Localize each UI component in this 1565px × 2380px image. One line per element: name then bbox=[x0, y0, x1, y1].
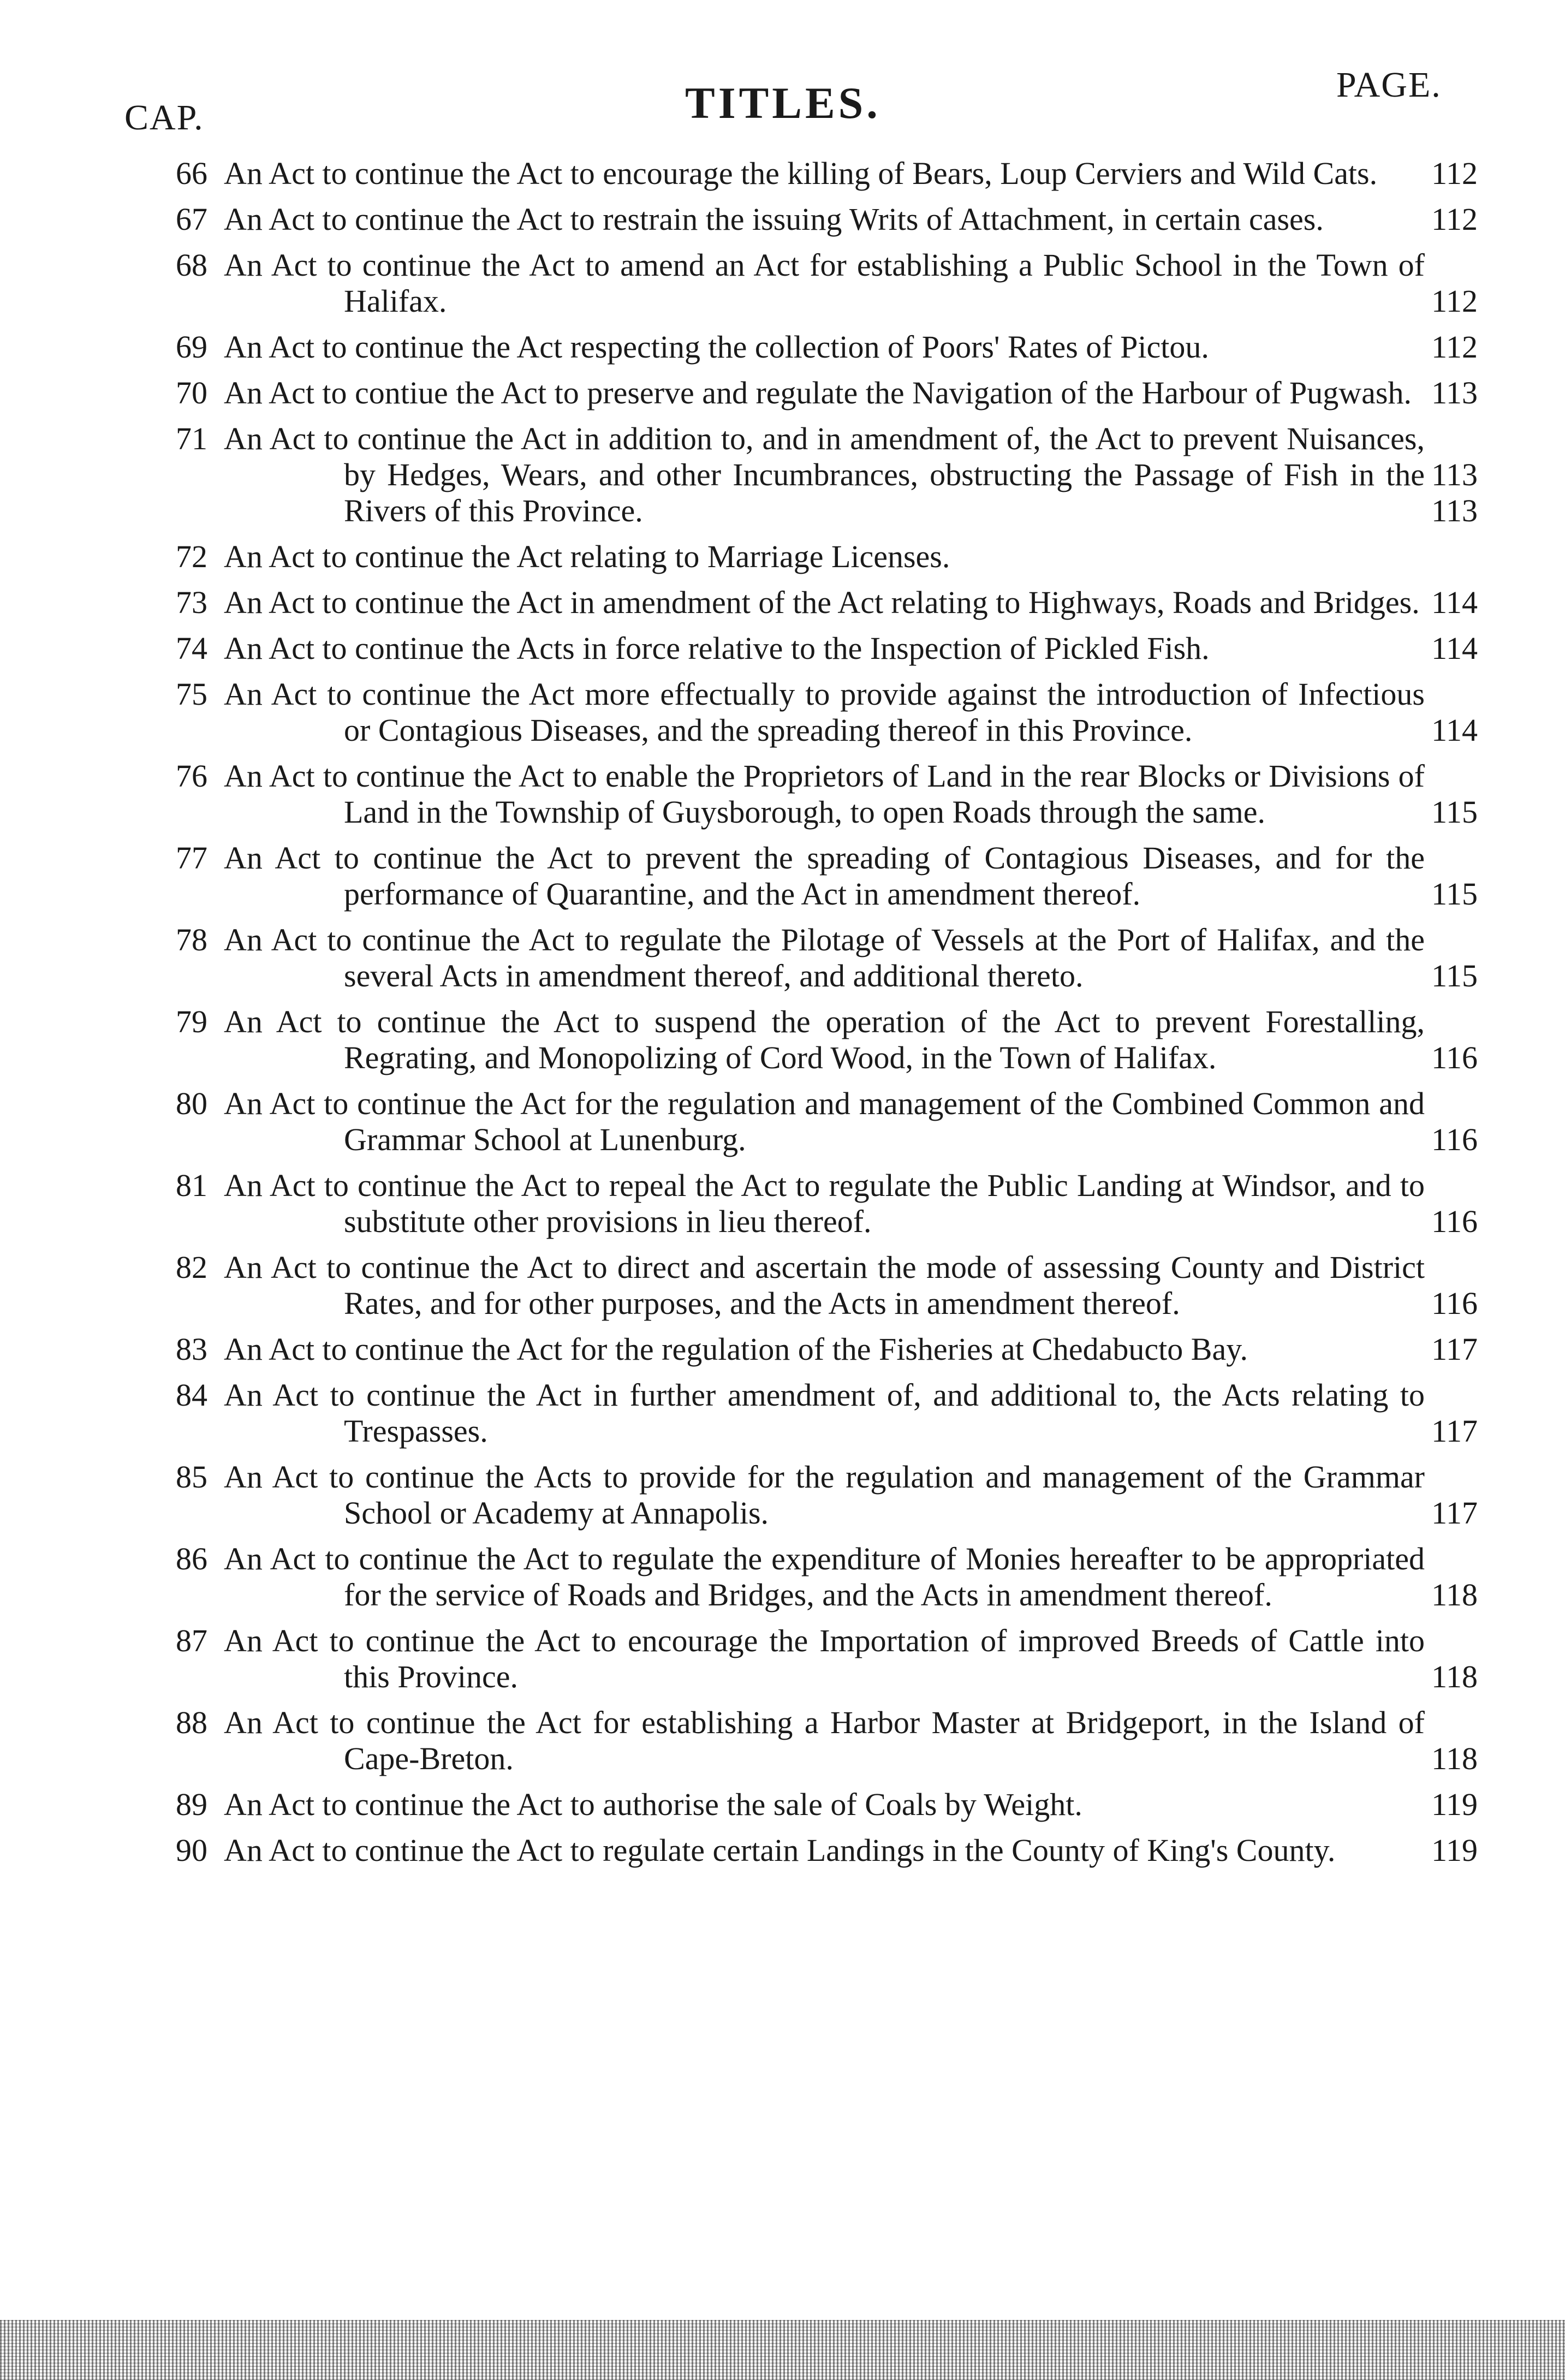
act-title: An Act to continue the Act to restrain the issuing Writs of Attachment, in certain cases. bbox=[224, 201, 1324, 237]
contents-entry bbox=[0, 840, 1565, 912]
page-number: 112 bbox=[1431, 283, 1478, 319]
act-title: An Act to continue the Act to amend an Act for establishing a Public School in the Town of Halifax. bbox=[224, 247, 1425, 319]
page-number: 113 bbox=[1431, 493, 1478, 528]
contents-entry bbox=[0, 676, 1565, 748]
page-number: 114 bbox=[1431, 712, 1478, 748]
page-number: 116 bbox=[1431, 1040, 1478, 1075]
contents-entry bbox=[0, 201, 1565, 237]
act-title: An Act to continue the Act to prevent the spreading of Contagious Diseases, and for the performance of Quarantine, and the Act in amendment thereof. bbox=[224, 840, 1425, 912]
act-title: An Act to continue the Act for establishing a Harbor Master at Bridgeport, in the Island of Cape-Breton. bbox=[224, 1705, 1425, 1776]
page-number: 112 bbox=[1431, 201, 1478, 237]
page-number: 119 bbox=[1431, 1787, 1478, 1822]
act-title: An Act to continue the Act in amendment of the Act relating to Highways, Roads and Bridges. bbox=[224, 585, 1420, 620]
act-title: An Act to continue the Act to direct and ascertain the mode of assessing County and District Rates, and for other purposes, and the Acts in amendment thereof. bbox=[224, 1249, 1425, 1321]
contents-entry bbox=[0, 585, 1565, 621]
chapter-number: 67 bbox=[176, 201, 207, 237]
contents-entry bbox=[0, 1541, 1565, 1613]
act-title: An Act to continue the Act to suspend the operation of the Act to prevent Forestalling, Regrating, and Monopolizing of Cord Wood, in the Town of Halifax. bbox=[224, 1004, 1425, 1075]
chapter-number: 80 bbox=[176, 1086, 207, 1121]
chapter-number: 87 bbox=[176, 1623, 207, 1658]
page-number: 115 bbox=[1431, 794, 1478, 830]
contents-entry bbox=[0, 1004, 1565, 1076]
chapter-number: 77 bbox=[176, 840, 207, 876]
chapter-number: 70 bbox=[176, 375, 207, 410]
contents-entry bbox=[0, 329, 1565, 365]
contents-entry bbox=[0, 539, 1565, 575]
contents-entry bbox=[0, 1249, 1565, 1322]
contents-entry bbox=[0, 421, 1565, 529]
page-number: 113 bbox=[1431, 457, 1478, 492]
contents-entry bbox=[0, 1705, 1565, 1777]
page-number: 114 bbox=[1431, 585, 1478, 620]
page-number: 112 bbox=[1431, 156, 1478, 191]
page-number: 118 bbox=[1431, 1577, 1478, 1613]
contents-entry bbox=[0, 156, 1565, 192]
act-title: An Act to continue the Act to regulate the Pilotage of Vessels at the Port of Halifax, and the several Acts in amendment thereof, and additional thereto. bbox=[224, 922, 1425, 993]
chapter-number: 78 bbox=[176, 922, 207, 957]
act-title: An Act to continue the Act to encourage the Importation of improved Breeds of Cattle into this Province. bbox=[224, 1623, 1425, 1694]
act-title: An Act to continue the Act to regulate the expenditure of Monies hereafter to be appropriated for the service of Roads and Bridges, and the Acts in amendment thereof. bbox=[224, 1541, 1425, 1613]
page-number: 118 bbox=[1431, 1659, 1478, 1694]
contents-entry bbox=[0, 1168, 1565, 1240]
act-title: An Act to continue the Act for the regulation and management of the Combined Common and Grammar School at Lunenburg. bbox=[224, 1086, 1425, 1157]
page-column-header: PAGE. bbox=[1336, 65, 1442, 105]
page-number: 117 bbox=[1431, 1331, 1478, 1367]
act-title: An Act to continue the Act to repeal the Act to regulate the Public Landing at Windsor, and to substitute other provisions in lieu thereof. bbox=[224, 1168, 1425, 1239]
contents-entry bbox=[0, 758, 1565, 830]
contents-list bbox=[0, 156, 1565, 1878]
page-number: 117 bbox=[1431, 1495, 1478, 1531]
contents-entry bbox=[0, 375, 1565, 411]
chapter-number: 89 bbox=[176, 1787, 207, 1822]
chapter-number: 74 bbox=[176, 630, 207, 666]
contents-entry bbox=[0, 1459, 1565, 1531]
page-number: 113 bbox=[1431, 375, 1478, 410]
page-number: 115 bbox=[1431, 958, 1478, 993]
contents-entry bbox=[0, 1787, 1565, 1823]
chapter-number: 84 bbox=[176, 1377, 207, 1413]
act-title: An Act to continue the Act in further amendment of, and additional to, the Acts relating to Trespasses. bbox=[224, 1377, 1425, 1449]
scan-edge-noise bbox=[0, 2320, 1565, 2380]
chapter-number: 88 bbox=[176, 1705, 207, 1740]
act-title: An Act to continue the Act to authorise the sale of Coals by Weight. bbox=[224, 1787, 1082, 1822]
chapter-number: 76 bbox=[176, 758, 207, 794]
page-number: 119 bbox=[1431, 1832, 1478, 1868]
contents-entry bbox=[0, 1623, 1565, 1695]
chapter-number: 73 bbox=[176, 585, 207, 620]
chapter-number: 69 bbox=[176, 329, 207, 365]
page-number: 114 bbox=[1431, 630, 1478, 666]
chapter-number: 83 bbox=[176, 1331, 207, 1367]
act-title: An Act to continue the Act respecting the collection of Poors' Rates of Pictou. bbox=[224, 329, 1209, 365]
contents-entry bbox=[0, 630, 1565, 667]
chapter-number: 66 bbox=[176, 156, 207, 191]
contents-entry bbox=[0, 1086, 1565, 1158]
act-title: An Act to continue the Act in addition to, and in amendment of, the Act to prevent Nuisances, by Hedges, Wears, and other Incumbrances, obstructing the Passage of Fish in the Rivers of this Province. bbox=[224, 421, 1425, 528]
page-number: 115 bbox=[1431, 876, 1478, 912]
chapter-number: 75 bbox=[176, 676, 207, 712]
page-number: 116 bbox=[1431, 1204, 1478, 1239]
page-number: 112 bbox=[1431, 329, 1478, 365]
chapter-number: 81 bbox=[176, 1168, 207, 1203]
chapter-number: 86 bbox=[176, 1541, 207, 1576]
contents-entry bbox=[0, 1377, 1565, 1449]
chapter-number: 79 bbox=[176, 1004, 207, 1039]
chapter-number: 85 bbox=[176, 1459, 207, 1495]
chapter-number: 68 bbox=[176, 247, 207, 283]
contents-entry bbox=[0, 922, 1565, 994]
chapter-number: 72 bbox=[176, 539, 207, 574]
chapter-number: 71 bbox=[176, 421, 207, 456]
contents-entry bbox=[0, 1331, 1565, 1367]
act-title: An Act to continue the Act to enable the Proprietors of Land in the rear Blocks or Divisions of Land in the Township of Guysborough, to open Roads through the same. bbox=[224, 758, 1425, 830]
page-number: 116 bbox=[1431, 1286, 1478, 1321]
page-number: 117 bbox=[1431, 1413, 1478, 1449]
act-title: An Act to continue the Act to regulate certain Landings in the County of King's County. bbox=[224, 1832, 1336, 1868]
act-title: An Act to continue the Act more effectually to provide against the introduction of Infectious or Contagious Diseases, and the spreading thereof in this Province. bbox=[224, 676, 1425, 748]
chapter-number: 82 bbox=[176, 1249, 207, 1285]
act-title: An Act to continue the Act for the regulation of the Fisheries at Chedabucto Bay. bbox=[224, 1331, 1248, 1367]
page-number: 118 bbox=[1431, 1741, 1478, 1776]
contents-entry bbox=[0, 247, 1565, 319]
page-number: 116 bbox=[1431, 1122, 1478, 1157]
act-title: An Act to continue the Acts to provide for the regulation and management of the Grammar School or Academy at Annapolis. bbox=[224, 1459, 1425, 1531]
cap-column-header: CAP. bbox=[124, 98, 204, 138]
act-title: An Act to continue the Acts in force relative to the Inspection of Pickled Fish. bbox=[224, 630, 1210, 666]
titles-heading: TITLES. bbox=[685, 78, 881, 128]
chapter-number: 90 bbox=[176, 1832, 207, 1868]
act-title: An Act to contiue the Act to preserve and regulate the Navigation of the Harbour of Pugwash. bbox=[224, 375, 1412, 410]
act-title: An Act to continue the Act to encourage the killing of Bears, Loup Cerviers and Wild Cats. bbox=[224, 156, 1378, 191]
contents-entry bbox=[0, 1832, 1565, 1869]
act-title: An Act to continue the Act relating to Marriage Licenses. bbox=[224, 539, 950, 574]
